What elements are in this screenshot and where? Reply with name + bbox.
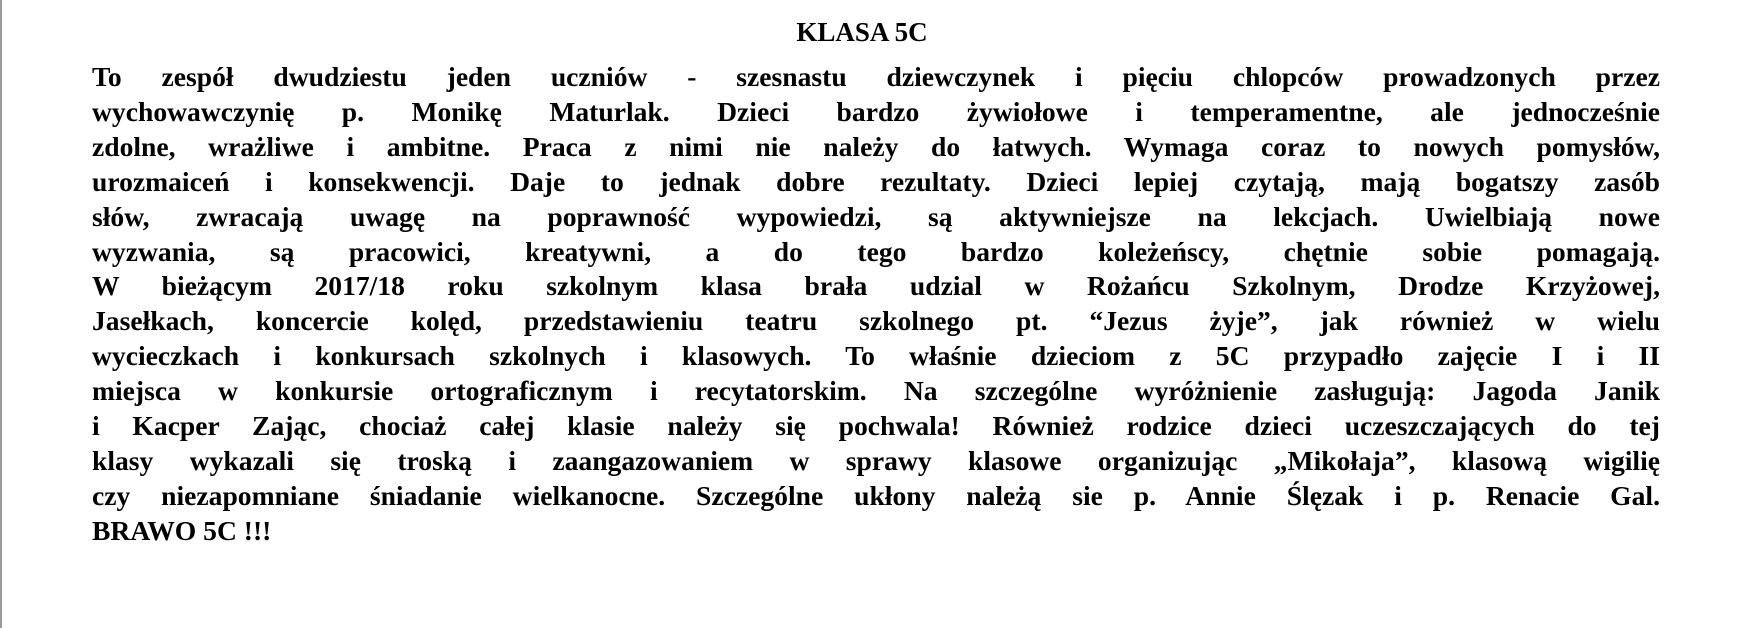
body-line-closing: BRAWO 5C !!! bbox=[92, 514, 272, 546]
page-edge-rule bbox=[0, 0, 2, 628]
body-line: W bieżącym 2017/18 roku szkolnym klasa brała udzial w Rożańcu Szkolnym, Drodze Krzyżowej, bbox=[92, 270, 1660, 302]
body-line: zdolne, wrażliwe i ambitne. Praca z nimi nie należy do łatwych. Wymaga coraz to nowych pomysłów, bbox=[92, 130, 1660, 162]
body-line: miejsca w konkursie ortograficznym i recytatorskim. Na szczególne wyróżnienie zasługują: Jagoda Janik bbox=[92, 375, 1660, 407]
document-title: KLASA 5C bbox=[796, 17, 928, 47]
body-line: wyzwania, są pracowici, kreatywni, a do tego bardzo koleżeńscy, chętnie sobie pomagają. bbox=[92, 235, 1660, 267]
body-line: To zespół dwudziestu jeden uczniów - szesnastu dziewczynek i pięciu chlopców prowadzonych przez bbox=[92, 61, 1660, 92]
body-line: Jasełkach, koncercie kolęd, przedstawieniu teatru szkolnego pt. “Jezus żyje”, jak również w wielu bbox=[92, 305, 1660, 337]
body-line: wycieczkach i konkursach szkolnych i klasowych. To właśnie dzieciom z 5C przypadło zajęcie I i II bbox=[92, 340, 1660, 372]
body-line: czy niezapomniane śniadanie wielkanocne. Szczególne ukłony należą sie p. Annie Ślęzak i p. Renacie Gal. bbox=[92, 479, 1660, 511]
body-line: słów, zwracają uwagę na poprawność wypowiedzi, są aktywniejsze na lekcjach. Uwielbiają nowe bbox=[92, 200, 1660, 232]
body-line: klasy wykazali się troską i zaangazowaniem w sprawy klasowe organizując „Mikołaja”, klasową wigilię bbox=[92, 444, 1660, 476]
body-line: urozmaiceń i konsekwencji. Daje to jednak dobre rezultaty. Dzieci lepiej czytają, mają bogatszy zasób bbox=[92, 165, 1660, 197]
document-page bbox=[92, 16, 1660, 549]
body-line: i Kacper Zając, chociaż całej klasie należy się pochwala! Również rodzice dzieci uczeszczających do tej bbox=[92, 410, 1660, 442]
document-body bbox=[92, 60, 1660, 549]
body-line: wychowawczynię p. Monikę Maturlak. Dzieci bardzo żywiołowe i temperamentne, ale jednocześnie bbox=[92, 95, 1660, 127]
